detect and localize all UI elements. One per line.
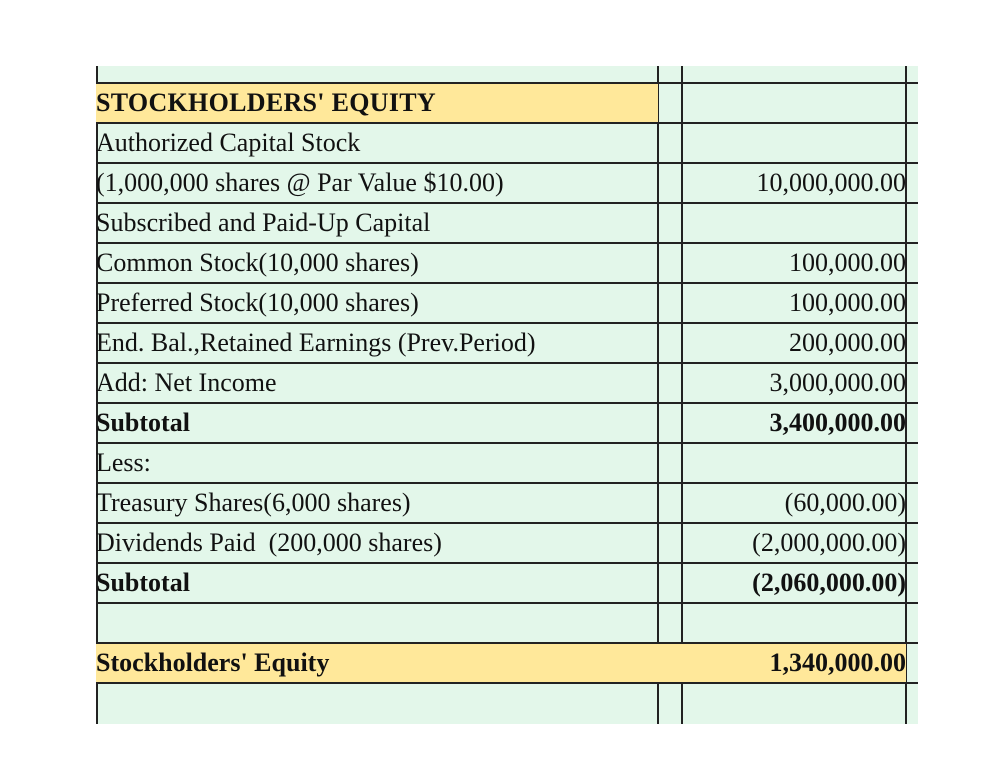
subtotal-value[interactable]: (2,060,000.00)	[682, 563, 906, 603]
spreadsheet-area	[96, 66, 918, 724]
edge-cell[interactable]	[906, 323, 918, 363]
table-row	[96, 163, 918, 203]
row-value[interactable]	[682, 443, 906, 483]
edge-cell[interactable]	[906, 283, 918, 323]
stockholders-equity-table	[96, 82, 918, 684]
gap-cell[interactable]	[658, 163, 682, 203]
edge-cell[interactable]	[906, 523, 918, 563]
table-row	[96, 483, 918, 523]
value-cell[interactable]	[682, 83, 906, 123]
row-value[interactable]: 100,000.00	[682, 283, 906, 323]
edge-cell[interactable]	[906, 603, 918, 643]
subtotal-value[interactable]: 3,400,000.00	[682, 403, 906, 443]
gap-cell[interactable]	[658, 123, 682, 163]
row-value[interactable]	[682, 603, 906, 643]
table-row	[96, 123, 918, 163]
edge-cell[interactable]	[906, 403, 918, 443]
gap-cell[interactable]	[658, 83, 682, 123]
row-label[interactable]: Dividends Paid (200,000 shares)	[96, 523, 658, 563]
gap-cell[interactable]	[658, 403, 682, 443]
gap-cell[interactable]	[658, 243, 682, 283]
table-row-subtotal	[96, 563, 918, 603]
row-value[interactable]: 10,000,000.00	[682, 163, 906, 203]
total-label[interactable]: Stockholders' Equity	[96, 643, 658, 683]
table-row	[96, 363, 918, 403]
row-label[interactable]: Treasury Shares(6,000 shares)	[96, 483, 658, 523]
row-value[interactable]: 200,000.00	[682, 323, 906, 363]
row-value[interactable]	[682, 123, 906, 163]
edge-cell[interactable]	[906, 123, 918, 163]
edge-cell[interactable]	[906, 203, 918, 243]
row-label[interactable]: Common Stock(10,000 shares)	[96, 243, 658, 283]
subtotal-label[interactable]: Subtotal	[96, 403, 658, 443]
total-value[interactable]: 1,340,000.00	[682, 643, 906, 683]
section-title[interactable]: STOCKHOLDERS' EQUITY	[96, 83, 658, 123]
row-label[interactable]	[96, 603, 658, 643]
subtotal-label[interactable]: Subtotal	[96, 563, 658, 603]
row-label[interactable]: End. Bal.,Retained Earnings (Prev.Period)	[96, 323, 658, 363]
edge-cell[interactable]	[906, 643, 918, 683]
row-value[interactable]: (60,000.00)	[682, 483, 906, 523]
gap-cell[interactable]	[658, 203, 682, 243]
table-row	[96, 443, 918, 483]
edge-cell[interactable]	[906, 563, 918, 603]
table-row-empty	[96, 603, 918, 643]
edge-cell[interactable]	[906, 243, 918, 283]
table-row	[96, 243, 918, 283]
table-row-subtotal	[96, 403, 918, 443]
row-label[interactable]: Less:	[96, 443, 658, 483]
gap-cell[interactable]	[658, 603, 682, 643]
gap-cell[interactable]	[658, 363, 682, 403]
gap-cell[interactable]	[658, 643, 682, 683]
gap-cell[interactable]	[658, 523, 682, 563]
table-row-total	[96, 643, 918, 683]
row-value[interactable]: 100,000.00	[682, 243, 906, 283]
table-row	[96, 523, 918, 563]
row-value[interactable]: (2,000,000.00)	[682, 523, 906, 563]
gap-cell[interactable]	[658, 443, 682, 483]
table-row	[96, 283, 918, 323]
row-label[interactable]: Authorized Capital Stock	[96, 123, 658, 163]
edge-cell[interactable]	[906, 443, 918, 483]
edge-cell[interactable]	[906, 83, 918, 123]
row-label[interactable]: Add: Net Income	[96, 363, 658, 403]
gap-cell[interactable]	[658, 283, 682, 323]
gap-cell[interactable]	[658, 563, 682, 603]
row-value[interactable]	[682, 203, 906, 243]
gap-cell[interactable]	[658, 323, 682, 363]
gap-cell[interactable]	[658, 483, 682, 523]
row-label[interactable]: (1,000,000 shares @ Par Value $10.00)	[96, 163, 658, 203]
table-row	[96, 323, 918, 363]
row-label[interactable]: Preferred Stock(10,000 shares)	[96, 283, 658, 323]
edge-cell[interactable]	[906, 483, 918, 523]
edge-cell[interactable]	[906, 163, 918, 203]
table-row	[96, 203, 918, 243]
row-value[interactable]: 3,000,000.00	[682, 363, 906, 403]
table-row-title	[96, 83, 918, 123]
edge-cell[interactable]	[906, 363, 918, 403]
row-label[interactable]: Subscribed and Paid-Up Capital	[96, 203, 658, 243]
